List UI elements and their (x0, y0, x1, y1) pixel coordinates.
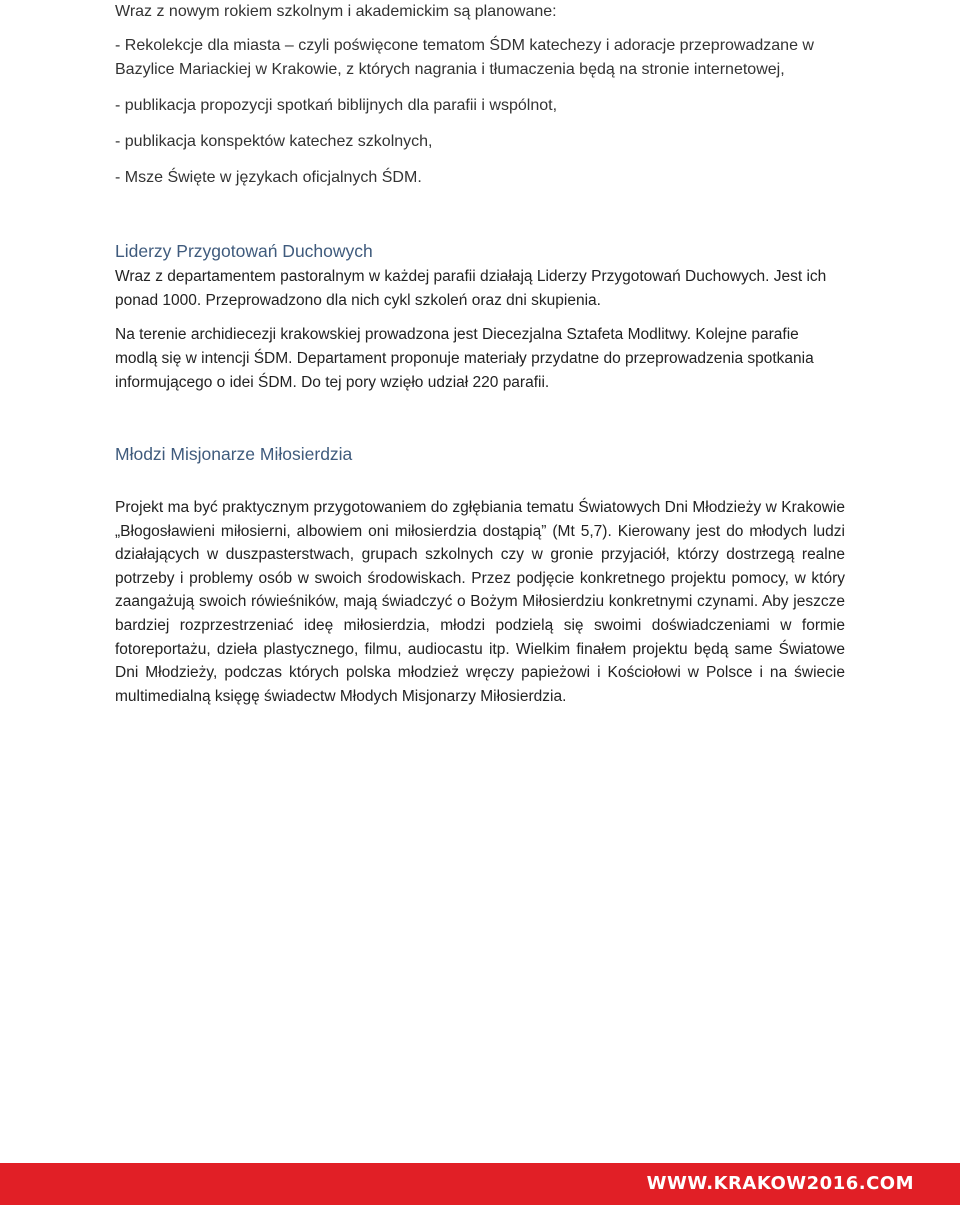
mlodzi-paragraph: Projekt ma być praktycznym przygotowaniem do zgłębiania tematu Światowych Dni Młodzieży w Krakowie „Błogosławieni miłosierni, albowiem oni miłosierdzia dostąpią” (Mt 5,7). Kierowany jest do młodych ludzi działających w duszpasterstwach, grupach szkolnych czy w gronie przyjaciół, którzy dostrzegą realne potrzeby i problemy osób w swoich środowiskach. Przez podjęcie konkretnego projektu pomocy, w który zaangażują swoich rówieśników, mają świadczyć o Bożym Miłosierdziu konkretnymi czynami. Aby jeszcze bardziej rozprzestrzeniać ideę miłosierdzia, młodzi podzielą się swoimi doświadczeniami w formie fotoreportażu, dzieła plastycznego, filmu, audiocastu itp. Wielkim finałem projektu będą same Światowe Dni Młodzieży, podczas których polska młodzież wręczy papieżowi i Kościołowi w Polsce i na świecie multimedialną księgę świadectw Młodych Misjonarzy Miłosierdzia. (115, 499, 845, 705)
footer-brand-url[interactable]: WWW.KRAKOW2016.COM (646, 1173, 914, 1194)
footer-banner (0, 1163, 960, 1205)
intro-block (115, 0, 850, 190)
intro-lead: Wraz z nowym rokiem szkolnym i akademickim są planowane: (115, 3, 557, 20)
intro-item-konspekty: - publikacja konspektów katechez szkolnych, (115, 133, 433, 150)
section-mlodzi (115, 442, 845, 708)
section-heading-liderzy: Liderzy Przygotowań Duchowych (115, 241, 373, 261)
intro-item-rekolekcje: - Rekolekcje dla miasta – czyli poświęcone tematom ŚDM katechezy i adoracje przeprowadzane w Bazylice Mariackiej w Krakowie, z których nagrania i tłumaczenia będą na stronie internetowej, (115, 37, 814, 78)
intro-item-spotkania: - publikacja propozycji spotkań biblijnych dla parafii i wspólnot, (115, 97, 558, 114)
section-heading-mlodzi: Młodzi Misjonarze Miłosierdzia (115, 444, 353, 464)
intro-item-msze: - Msze Święte w językach oficjalnych ŚDM. (115, 169, 422, 186)
liderzy-paragraph-1: Wraz z departamentem pastoralnym w każdej parafii działają Liderzy Przygotowań Duchowych. Jest ich ponad 1000. Przeprowadzono dla nich cykl szkoleń oraz dni skupienia. (115, 268, 827, 309)
liderzy-paragraph-2: Na terenie archidiecezji krakowskiej prowadzona jest Diecezjalna Sztafeta Modlitwy. Kolejne parafie modlą się w intencji ŚDM. Departament proponuje materiały przydatne do przeprowadzenia spotkania informującego o idei ŚDM. Do tej pory wzięło udział 220 parafii. (115, 326, 814, 391)
section-liderzy (115, 239, 845, 395)
